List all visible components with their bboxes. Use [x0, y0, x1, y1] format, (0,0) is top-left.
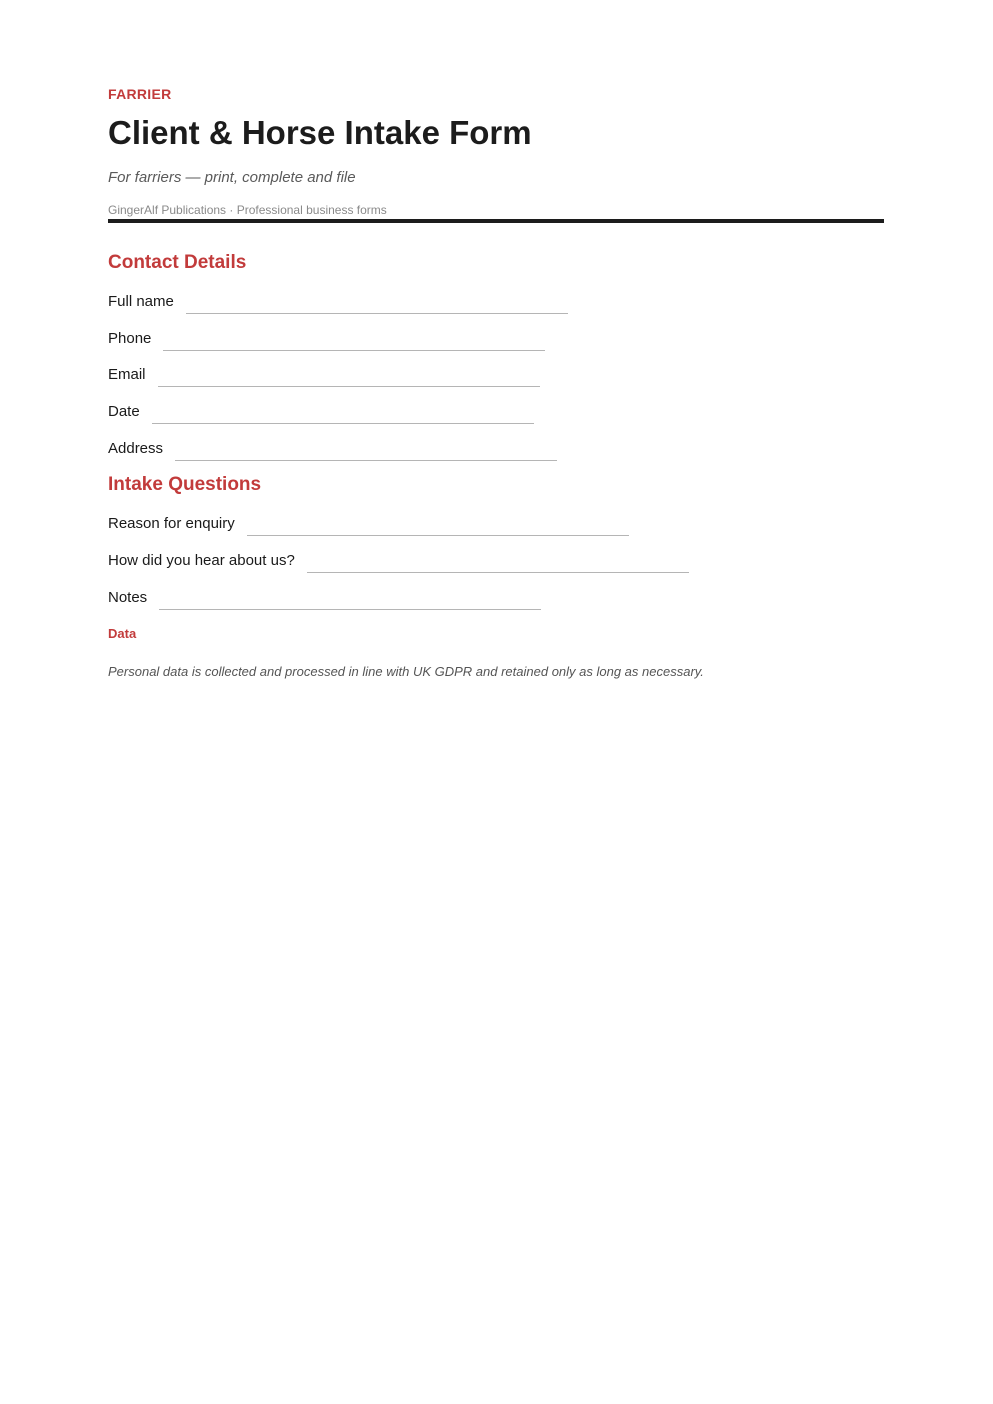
email-label: Email	[108, 366, 146, 383]
page-title: Client & Horse Intake Form	[108, 114, 532, 151]
notes-field[interactable]	[108, 585, 541, 607]
notes-label: Notes	[108, 589, 148, 606]
full-name-label: Full name	[108, 293, 174, 310]
phone-field[interactable]	[108, 326, 545, 348]
header-divider	[108, 219, 884, 223]
date-input-line[interactable]	[152, 423, 534, 424]
address-label: Address	[108, 440, 164, 457]
reason-field[interactable]	[108, 511, 629, 533]
email-input-line[interactable]	[158, 386, 540, 387]
date-field[interactable]	[108, 399, 534, 421]
phone-label: Phone	[108, 330, 152, 347]
publisher-line: GingerAlf Publications · Professional business forms	[108, 203, 387, 217]
intake-questions-heading: Intake Questions	[108, 474, 262, 495]
full-name-field[interactable]	[108, 289, 568, 311]
reason-label: Reason for enquiry	[108, 515, 235, 532]
gdpr-note: Personal data is collected and processed in line with UK GDPR and retained only as long as necessary.	[108, 664, 704, 679]
referral-field[interactable]	[108, 548, 689, 570]
notes-input-line[interactable]	[159, 609, 541, 610]
full-name-input-line[interactable]	[186, 313, 568, 314]
address-field[interactable]	[108, 436, 557, 458]
category-label: FARRIER	[108, 86, 172, 102]
address-input-line[interactable]	[175, 460, 557, 461]
contact-details-heading: Contact Details	[108, 252, 247, 273]
reason-input-line[interactable]	[247, 535, 629, 536]
phone-input-line[interactable]	[163, 350, 545, 351]
referral-input-line[interactable]	[307, 572, 689, 573]
referral-label: How did you hear about us?	[108, 552, 295, 569]
email-field[interactable]	[108, 362, 540, 384]
date-label: Date	[108, 403, 140, 420]
page-subtitle: For farriers — print, complete and file	[108, 169, 356, 186]
data-heading: Data	[108, 626, 137, 641]
